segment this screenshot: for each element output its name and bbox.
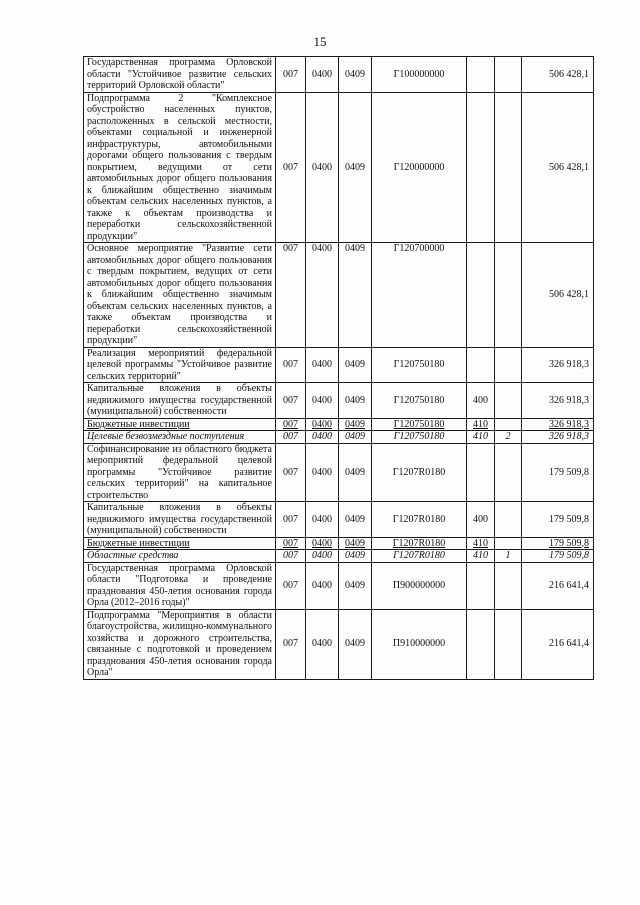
ministry-code: 007 <box>276 383 306 419</box>
subsection-code: 0409 <box>339 418 372 431</box>
funding-source-code <box>495 347 522 383</box>
ministry-code: 007 <box>276 609 306 679</box>
funding-source-code <box>495 57 522 93</box>
target-code: Г120700000 <box>372 243 467 348</box>
table-row <box>84 243 594 348</box>
amount: 326 918,3 <box>522 418 594 431</box>
ministry-code: 007 <box>276 537 306 550</box>
expense-type-code <box>467 243 495 348</box>
expense-type-code <box>467 92 495 243</box>
funding-source-code <box>495 609 522 679</box>
subsection-code: 0409 <box>339 443 372 502</box>
subsection-code: 0409 <box>339 431 372 444</box>
section-code: 0400 <box>306 418 339 431</box>
section-code: 0400 <box>306 443 339 502</box>
row-name: Софинансирование из областного бюджета мероприятий федеральной целевой программы "Устойчивое развитие сельских территорий" на капитальное строительство <box>84 443 276 502</box>
table-row <box>84 57 594 93</box>
row-name: Реализация мероприятий федеральной целевой программы "Устойчивое развитие сельских территорий" <box>84 347 276 383</box>
section-code: 0400 <box>306 347 339 383</box>
expense-type-code: 410 <box>467 537 495 550</box>
amount: 216 641,4 <box>522 609 594 679</box>
subsection-code: 0409 <box>339 537 372 550</box>
amount: 179 509,8 <box>522 550 594 563</box>
ministry-code: 007 <box>276 418 306 431</box>
expense-type-code: 400 <box>467 502 495 538</box>
target-code: Г120750180 <box>372 431 467 444</box>
funding-source-code <box>495 443 522 502</box>
section-code: 0400 <box>306 550 339 563</box>
target-code: Г100000000 <box>372 57 467 93</box>
row-name: Государственная программа Орловской области "Подготовка и проведение празднования 450-летия основания города Орла (2012–2016 годы)" <box>84 562 276 609</box>
ministry-code: 007 <box>276 57 306 93</box>
row-name: Бюджетные инвестиции <box>84 537 276 550</box>
target-code: Г1207R0180 <box>372 502 467 538</box>
table-row <box>84 562 594 609</box>
target-code: Г1207R0180 <box>372 550 467 563</box>
target-code: Г120000000 <box>372 92 467 243</box>
ministry-code: 007 <box>276 562 306 609</box>
table-row <box>84 431 594 444</box>
table-row <box>84 537 594 550</box>
expense-type-code <box>467 609 495 679</box>
target-code: Г1207R0180 <box>372 443 467 502</box>
page-number: 15 <box>313 34 327 49</box>
amount: 179 509,8 <box>522 443 594 502</box>
funding-source-code <box>495 502 522 538</box>
funding-source-code: 2 <box>495 431 522 444</box>
amount: 326 918,3 <box>522 431 594 444</box>
table-row <box>84 347 594 383</box>
funding-source-code: 1 <box>495 550 522 563</box>
section-code: 0400 <box>306 92 339 243</box>
row-name: Подпрограмма 2 "Комплексное обустройство населенных пунктов, расположенных в сельской местности, объектами социальной и инженерной инфраструктуры, автомобильными дорогами общего пользования с твердым покрытием, ведущими от сети автомобильных дорог общего пользования к ближайшим общественно значимым объектам сельских населенных пунктов, а также к объектам производства и переработки сельскохозяйственной продукции" <box>84 92 276 243</box>
section-code: 0400 <box>306 502 339 538</box>
budget-table <box>83 56 594 680</box>
target-code: Г120750180 <box>372 347 467 383</box>
subsection-code: 0409 <box>339 562 372 609</box>
row-name: Капитальные вложения в объекты недвижимого имущества государственной (муниципальной) собственности <box>84 383 276 419</box>
row-name: Капитальные вложения в объекты недвижимого имущества государственной (муниципальной) собственности <box>84 502 276 538</box>
funding-source-code <box>495 383 522 419</box>
ministry-code: 007 <box>276 550 306 563</box>
funding-source-code <box>495 418 522 431</box>
amount: 506 428,1 <box>522 243 594 348</box>
amount: 326 918,3 <box>522 383 594 419</box>
table-row <box>84 383 594 419</box>
row-name: Областные средства <box>84 550 276 563</box>
subsection-code: 0409 <box>339 502 372 538</box>
section-code: 0400 <box>306 537 339 550</box>
ministry-code: 007 <box>276 443 306 502</box>
table-row <box>84 550 594 563</box>
subsection-code: 0409 <box>339 243 372 348</box>
funding-source-code <box>495 92 522 243</box>
section-code: 0400 <box>306 243 339 348</box>
expense-type-code: 410 <box>467 418 495 431</box>
subsection-code: 0409 <box>339 609 372 679</box>
subsection-code: 0409 <box>339 57 372 93</box>
amount: 179 509,8 <box>522 502 594 538</box>
expense-type-code <box>467 347 495 383</box>
ministry-code: 007 <box>276 92 306 243</box>
table-row <box>84 92 594 243</box>
funding-source-code <box>495 562 522 609</box>
amount: 506 428,1 <box>522 92 594 243</box>
expense-type-code: 400 <box>467 383 495 419</box>
amount: 216 641,4 <box>522 562 594 609</box>
ministry-code: 007 <box>276 243 306 348</box>
target-code: Г120750180 <box>372 418 467 431</box>
amount: 506 428,1 <box>522 57 594 93</box>
target-code: П910000000 <box>372 609 467 679</box>
target-code: П900000000 <box>372 562 467 609</box>
expense-type-code <box>467 57 495 93</box>
subsection-code: 0409 <box>339 92 372 243</box>
section-code: 0400 <box>306 431 339 444</box>
ministry-code: 007 <box>276 347 306 383</box>
subsection-code: 0409 <box>339 383 372 419</box>
table-row <box>84 443 594 502</box>
row-name: Государственная программа Орловской области "Устойчивое развитие сельских территорий Орловской области" <box>84 57 276 93</box>
row-name: Подпрограмма "Мероприятия в области благоустройства, жилищно-коммунального хозяйства и дорожного строительства, связанные с подготовкой и проведением празднования 450-летия основания города Орла" <box>84 609 276 679</box>
ministry-code: 007 <box>276 502 306 538</box>
section-code: 0400 <box>306 609 339 679</box>
subsection-code: 0409 <box>339 550 372 563</box>
expense-type-code: 410 <box>467 431 495 444</box>
section-code: 0400 <box>306 562 339 609</box>
amount: 326 918,3 <box>522 347 594 383</box>
section-code: 0400 <box>306 383 339 419</box>
subsection-code: 0409 <box>339 347 372 383</box>
table-row <box>84 502 594 538</box>
expense-type-code <box>467 443 495 502</box>
amount: 179 509,8 <box>522 537 594 550</box>
section-code: 0400 <box>306 57 339 93</box>
ministry-code: 007 <box>276 431 306 444</box>
expense-type-code: 410 <box>467 550 495 563</box>
row-name: Бюджетные инвестиции <box>84 418 276 431</box>
row-name: Основное мероприятие "Развитие сети автомобильных дорог общего пользования с твердым покрытием, ведущих от сети автомобильных дорог общего пользования к ближайшим общественно значимым объектам сельских населенных пунктов, а также объектам производства и переработки сельскохозяйственной продукции" <box>84 243 276 348</box>
target-code: Г1207R0180 <box>372 537 467 550</box>
target-code: Г120750180 <box>372 383 467 419</box>
table-row <box>84 418 594 431</box>
funding-source-code <box>495 537 522 550</box>
expense-type-code <box>467 562 495 609</box>
row-name: Целевые безвозмездные поступления <box>84 431 276 444</box>
table-row <box>84 609 594 679</box>
funding-source-code <box>495 243 522 348</box>
